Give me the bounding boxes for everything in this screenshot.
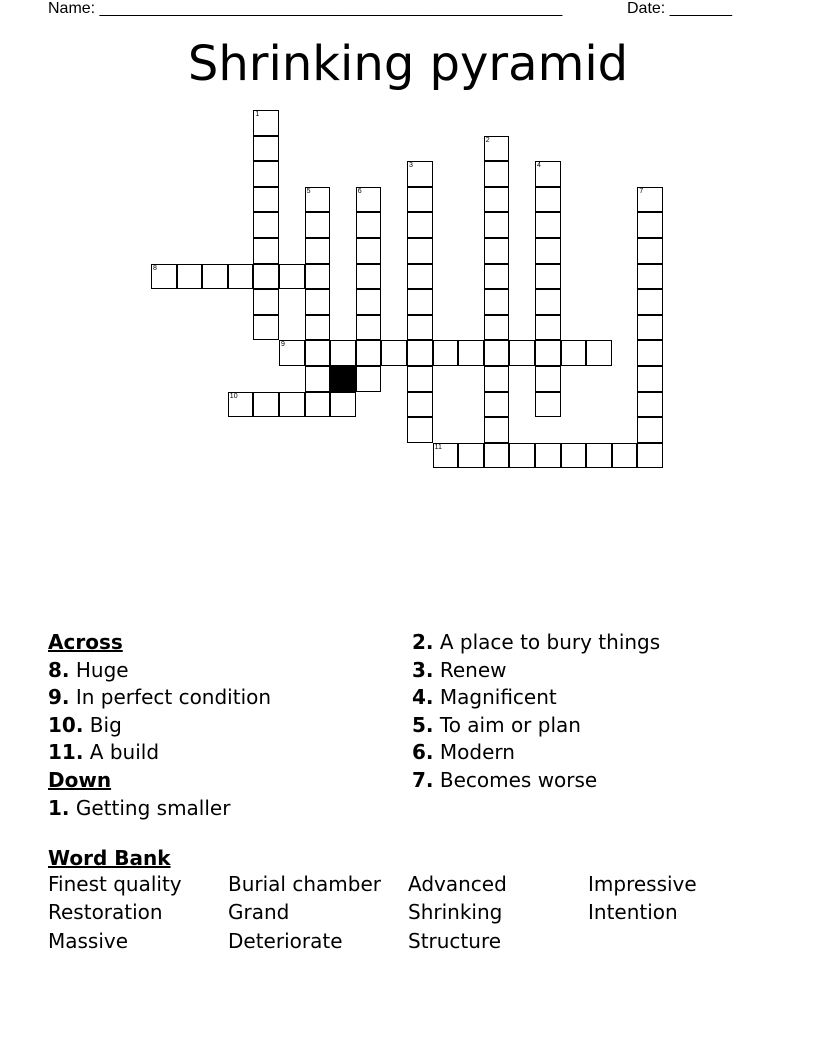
crossword-cell[interactable] — [356, 366, 382, 392]
crossword-cell[interactable] — [484, 315, 510, 341]
down-heading: Down — [48, 767, 112, 792]
clue-down-5: 5. To aim or plan — [412, 712, 581, 737]
crossword-cell[interactable] — [433, 340, 459, 366]
crossword-cell[interactable] — [253, 264, 279, 290]
clues-right-column — [412, 629, 660, 795]
crossword-cell[interactable] — [612, 443, 638, 469]
crossword-cell[interactable] — [637, 340, 663, 366]
crossword-cell[interactable] — [484, 417, 510, 443]
crossword-cell[interactable] — [407, 315, 433, 341]
clue-number: 4 — [537, 162, 541, 170]
crossword-cell[interactable] — [509, 340, 535, 366]
word-bank-word: Grand — [228, 900, 290, 925]
crossword-cell[interactable] — [253, 238, 279, 264]
crossword-cell[interactable] — [637, 238, 663, 264]
crossword-cell[interactable] — [637, 315, 663, 341]
crossword-cell[interactable] — [509, 443, 535, 469]
crossword-cell[interactable] — [305, 366, 331, 392]
clue-number: 7 — [639, 187, 644, 195]
word-bank-word: Finest quality — [48, 872, 182, 896]
crossword-cell[interactable] — [305, 289, 331, 315]
crossword-cell[interactable] — [356, 315, 382, 341]
clue-down-2: 2. A place to bury things — [412, 630, 661, 654]
crossword-cell[interactable] — [637, 187, 663, 213]
word-bank-word: Massive — [48, 928, 129, 953]
word-bank-word: Deteriorate — [228, 928, 343, 953]
crossword-cell[interactable] — [202, 264, 228, 290]
crossword-cell[interactable] — [484, 340, 510, 366]
crossword-cell[interactable] — [637, 289, 663, 315]
crossword-cell[interactable] — [407, 340, 433, 366]
clue-number: 9 — [281, 341, 285, 349]
crossword-cell[interactable] — [381, 340, 407, 366]
crossword-grid — [0, 0, 816, 480]
clue-across-8: 8. Huge — [48, 657, 129, 682]
clues-left-column — [48, 629, 271, 822]
crossword-cell[interactable] — [535, 366, 561, 392]
crossword-cell[interactable] — [535, 161, 561, 187]
crossword-cell[interactable] — [407, 289, 433, 315]
crossword-cell[interactable] — [535, 443, 561, 469]
crossword-cell[interactable] — [407, 366, 433, 392]
crossword-cell[interactable] — [484, 366, 510, 392]
crossword-cell[interactable] — [535, 187, 561, 213]
crossword-cell[interactable] — [305, 264, 331, 290]
across-heading: Across — [48, 630, 123, 654]
crossword-cell[interactable] — [484, 136, 510, 162]
crossword-cell[interactable] — [356, 340, 382, 366]
crossword-cell[interactable] — [407, 264, 433, 290]
crossword-cell[interactable] — [637, 264, 663, 290]
date-field-label: Date: _______ — [627, 0, 732, 17]
clue-across-10: 10. Big — [48, 712, 122, 737]
crossword-cell[interactable] — [484, 289, 510, 315]
crossword-cell[interactable] — [458, 443, 484, 469]
crossword-cell[interactable] — [407, 238, 433, 264]
crossword-cell[interactable] — [535, 392, 561, 418]
crossword-cell[interactable] — [151, 264, 177, 290]
clue-down-1: 1. Getting smaller — [48, 795, 231, 820]
crossword-cell[interactable] — [253, 392, 279, 418]
crossword-cell[interactable] — [586, 340, 612, 366]
crossword-cell[interactable] — [407, 161, 433, 187]
clue-number: 8 — [153, 264, 157, 272]
crossword-cell[interactable] — [228, 264, 254, 290]
page-title: Shrinking pyramid — [187, 36, 629, 92]
crossword-cell[interactable] — [305, 340, 331, 366]
crossword-cell[interactable] — [407, 187, 433, 213]
crossword-cell[interactable] — [253, 212, 279, 238]
crossword-cell[interactable] — [356, 212, 382, 238]
crossword-cell[interactable] — [637, 366, 663, 392]
clue-number: 1 — [255, 111, 260, 118]
clue-number: 10 — [229, 392, 238, 400]
word-bank-list — [48, 872, 768, 957]
crossword-cell[interactable] — [407, 417, 433, 443]
crossword-black-cell — [330, 366, 356, 392]
crossword-cell[interactable] — [637, 212, 663, 238]
clue-across-9: 9. In perfect condition — [48, 685, 272, 710]
crossword-cell[interactable] — [561, 340, 587, 366]
word-bank-word: Impressive — [588, 872, 697, 896]
crossword-cell[interactable] — [484, 187, 510, 213]
word-bank-word: Shrinking — [408, 900, 503, 925]
crossword-cell[interactable] — [177, 264, 203, 290]
clue-down-7: 7. Becomes worse — [412, 767, 598, 792]
crossword-cell[interactable] — [356, 289, 382, 315]
crossword-cell[interactable] — [330, 340, 356, 366]
crossword-cell[interactable] — [356, 264, 382, 290]
clue-down-4: 4. Magnificent — [412, 685, 557, 710]
crossword-cell[interactable] — [356, 187, 382, 213]
crossword-cell[interactable] — [407, 392, 433, 418]
clue-down-3: 3. Renew — [412, 657, 507, 682]
crossword-cell[interactable] — [484, 392, 510, 418]
word-bank-word: Burial chamber — [228, 872, 381, 896]
crossword-cell[interactable] — [253, 187, 279, 213]
word-bank-word: Intention — [588, 900, 678, 925]
crossword-cell[interactable] — [484, 264, 510, 290]
crossword-cell[interactable] — [279, 264, 305, 290]
crossword-cell[interactable] — [305, 238, 331, 264]
crossword-cell[interactable] — [330, 392, 356, 418]
crossword-cell[interactable] — [253, 136, 279, 162]
crossword-cell[interactable] — [484, 161, 510, 187]
crossword-cell[interactable] — [535, 315, 561, 341]
word-bank-title: Word Bank — [48, 846, 171, 870]
crossword-cell[interactable] — [305, 187, 331, 213]
crossword-cell[interactable] — [433, 443, 459, 469]
crossword-cell[interactable] — [253, 315, 279, 341]
crossword-cell[interactable] — [535, 238, 561, 264]
crossword-cell[interactable] — [458, 340, 484, 366]
crossword-cell[interactable] — [305, 212, 331, 238]
crossword-cell[interactable] — [535, 340, 561, 366]
crossword-cell[interactable] — [637, 443, 663, 469]
word-bank-word: Structure — [408, 928, 502, 953]
crossword-cell[interactable] — [305, 315, 331, 341]
crossword-cell[interactable] — [484, 212, 510, 238]
clue-number: 2 — [485, 136, 490, 144]
clue-number: 11 — [434, 443, 442, 451]
word-bank-word: Advanced — [408, 872, 507, 896]
crossword-cell[interactable] — [535, 264, 561, 290]
crossword-cell[interactable] — [279, 340, 305, 366]
crossword-cell[interactable] — [305, 392, 331, 418]
clue-number: 6 — [357, 187, 362, 195]
crossword-cell[interactable] — [253, 161, 279, 187]
name-field-label: Name: ____________________________________________________ — [48, 0, 563, 17]
crossword-cell[interactable] — [484, 443, 510, 469]
clue-down-6: 6. Modern — [412, 740, 515, 765]
word-bank-word: Restoration — [48, 900, 163, 925]
clue-number: 3 — [409, 162, 413, 170]
crossword-cell[interactable] — [637, 417, 663, 443]
crossword-cell[interactable] — [356, 238, 382, 264]
crossword-cell[interactable] — [484, 238, 510, 264]
crossword-cell[interactable] — [535, 289, 561, 315]
crossword-cell[interactable] — [228, 392, 254, 418]
crossword-cell[interactable] — [253, 110, 279, 136]
clue-number: 5 — [306, 187, 311, 195]
crossword-cell[interactable] — [279, 392, 305, 418]
crossword-cell[interactable] — [586, 443, 612, 469]
crossword-cell[interactable] — [561, 443, 587, 469]
clue-across-11: 11. A build — [48, 740, 160, 765]
word-bank — [48, 844, 768, 957]
crossword-cell[interactable] — [253, 289, 279, 315]
crossword-cell[interactable] — [637, 392, 663, 418]
crossword-cell[interactable] — [407, 212, 433, 238]
crossword-cell[interactable] — [535, 212, 561, 238]
